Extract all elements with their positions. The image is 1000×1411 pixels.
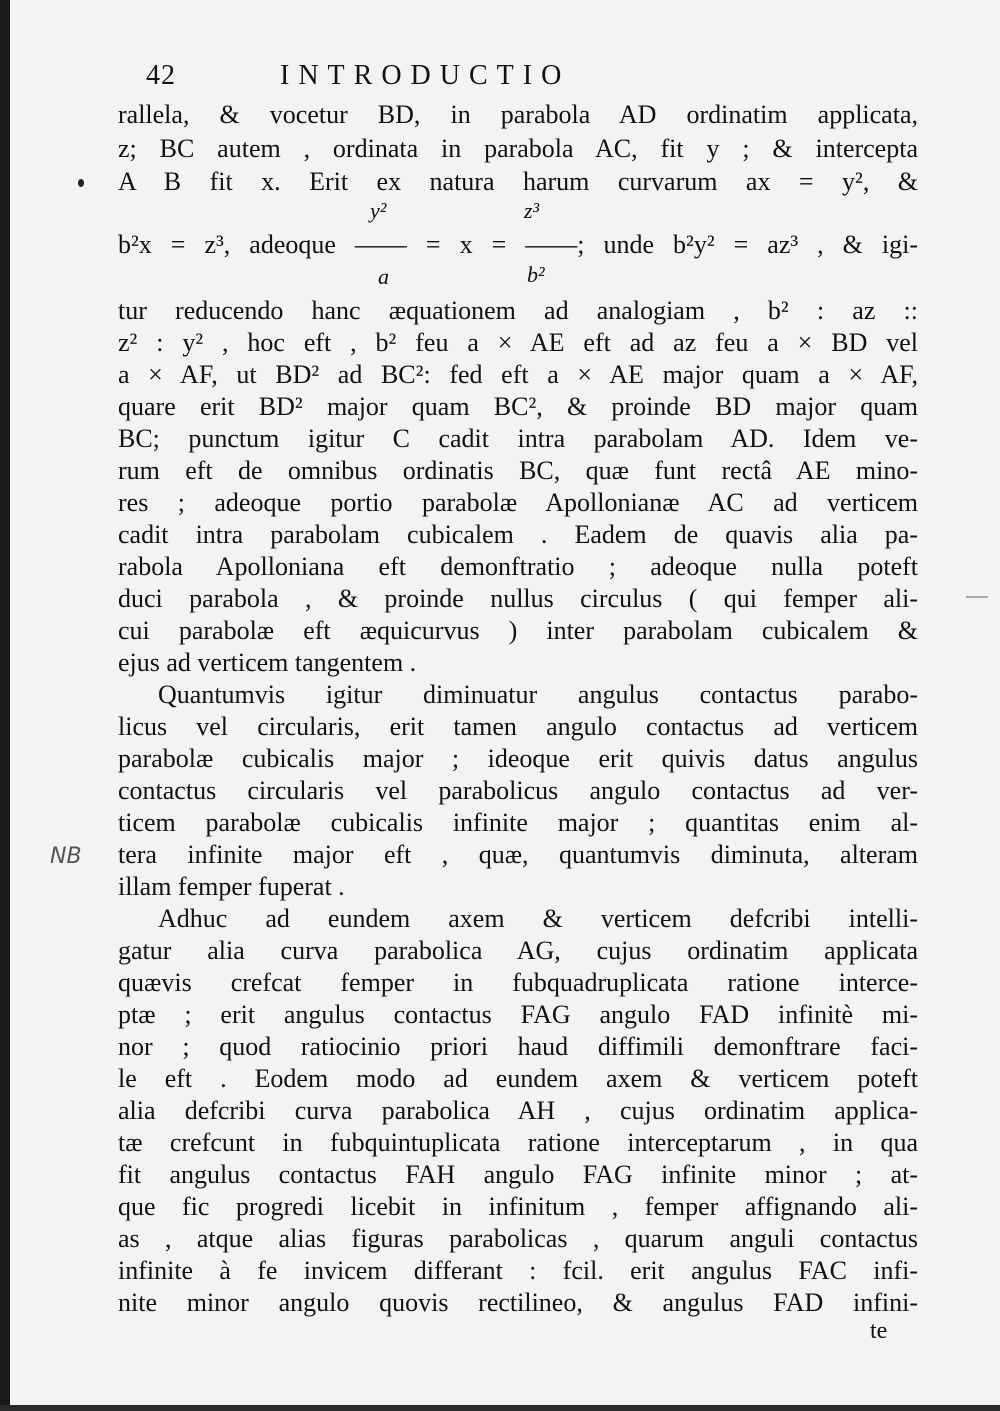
text-line: infinite à fe invicem differant : fcil. erit angulus FAC infi- — [118, 1256, 918, 1285]
text-line: z; BC autem , ordinata in parabola AC, fit y ; & intercepta — [118, 134, 918, 163]
text-line: rum eft de omnibus ordinatis BC, quæ funt rectâ AE mino- — [118, 456, 918, 485]
text-line: tur reducendo hanc æquationem ad analogiam , b² : az :: — [118, 296, 918, 325]
fraction-denominator: b² — [527, 262, 545, 287]
catchword: te — [870, 1318, 888, 1344]
text-line: quare erit BD² major quam BC², & proinde BD major quam — [118, 392, 918, 421]
text-line: rabola Apolloniana eft demonftratio ; adeoque nulla poteft — [118, 552, 918, 581]
text-line: duci parabola , & proinde nullus circulus ( qui femper ali- — [118, 584, 918, 613]
text-line: nor ; quod ratiocinio priori haud diffimili demonftrare faci- — [118, 1032, 918, 1061]
text-line: le eft . Eodem modo ad eundem axem & verticem poteft — [118, 1064, 918, 1093]
text-line: ptæ ; erit angulus contactus FAG angulo FAD infinitè mi- — [118, 1000, 918, 1029]
margin-dash-mark — [966, 596, 988, 598]
text-line: gatur alia curva parabolica AG, cujus ordinatim applicata — [118, 936, 918, 965]
text-line: tera infinite major eft , quæ, quantumvis diminuta, alteram — [118, 840, 918, 869]
text-line: res ; adeoque portio parabolæ Apollonianæ AC ad verticem — [118, 488, 918, 517]
running-title: INTRODUCTIO — [280, 60, 571, 91]
text-line: tæ crefcunt in fubquintuplicata ratione interceptarum , in qua — [118, 1128, 918, 1157]
text-line: contactus circularis vel parabolicus angulo contactus ad ver- — [118, 776, 918, 805]
text-line: rallela, & vocetur BD, in parabola AD ordinatim applicata, — [118, 100, 918, 129]
ink-dot-mark — [78, 179, 84, 187]
text-line: A B fit x. Erit ex natura harum curvarum ax = y², & — [118, 167, 918, 196]
scan-edge-bottom — [0, 1405, 1000, 1411]
fraction-numerator: z³ — [524, 198, 540, 223]
text-line-equation: b²x = z³, adeoque —— = x = ——; unde b²y² = az³ , & igi- — [118, 230, 918, 259]
text-line: parabolæ cubicalis major ; ideoque erit quivis datus angulus — [118, 744, 918, 773]
text-line: ejus ad verticem tangentem . — [118, 648, 417, 677]
page-header — [146, 60, 776, 96]
text-line: Quantumvis igitur diminuatur angulus contactus parabo- — [158, 680, 918, 709]
text-line: BC; punctum igitur C cadit intra parabolam AD. Idem ve- — [118, 424, 918, 453]
text-line: que fic progredi licebit in infinitum , femper affignando ali- — [118, 1192, 918, 1221]
text-line: nite minor angulo quovis rectilineo, & angulus FAD infini- — [118, 1288, 918, 1317]
margin-note: NB — [50, 844, 82, 869]
text-line: as , atque alias figuras parabolicas , quarum anguli contactus — [118, 1224, 918, 1253]
text-line: licus vel circularis, erit tamen angulo contactus ad verticem — [118, 712, 918, 741]
text-line: a × AF, ut BD² ad BC²: fed eft a × AE major quam a × AF, — [118, 360, 918, 389]
text-line: ticem parabolæ cubicalis infinite major ; quantitas enim al- — [118, 808, 918, 837]
text-line: fit angulus contactus FAH angulo FAG infinite minor ; at- — [118, 1160, 918, 1189]
scan-edge-left — [0, 0, 10, 1411]
page-number: 42 — [146, 60, 176, 91]
text-line: illam femper fuperat . — [118, 872, 345, 901]
text-line: Adhuc ad eundem axem & verticem defcribi intelli- — [158, 904, 918, 933]
text-line: z² : y² , hoc eft , b² feu a × AE eft ad az feu a × BD vel — [118, 328, 918, 357]
text-line: alia defcribi curva parabolica AH , cujus ordinatim applica- — [118, 1096, 918, 1125]
text-line: cui parabolæ eft æquicurvus ) inter parabolam cubicalem & — [118, 616, 918, 645]
text-line: quævis crefcat femper in fubquadruplicata ratione interce- — [118, 968, 918, 997]
fraction-denominator: a — [378, 264, 389, 289]
text-line: cadit intra parabolam cubicalem . Eadem de quavis alia pa- — [118, 520, 918, 549]
fraction-numerator: y² — [370, 198, 387, 223]
